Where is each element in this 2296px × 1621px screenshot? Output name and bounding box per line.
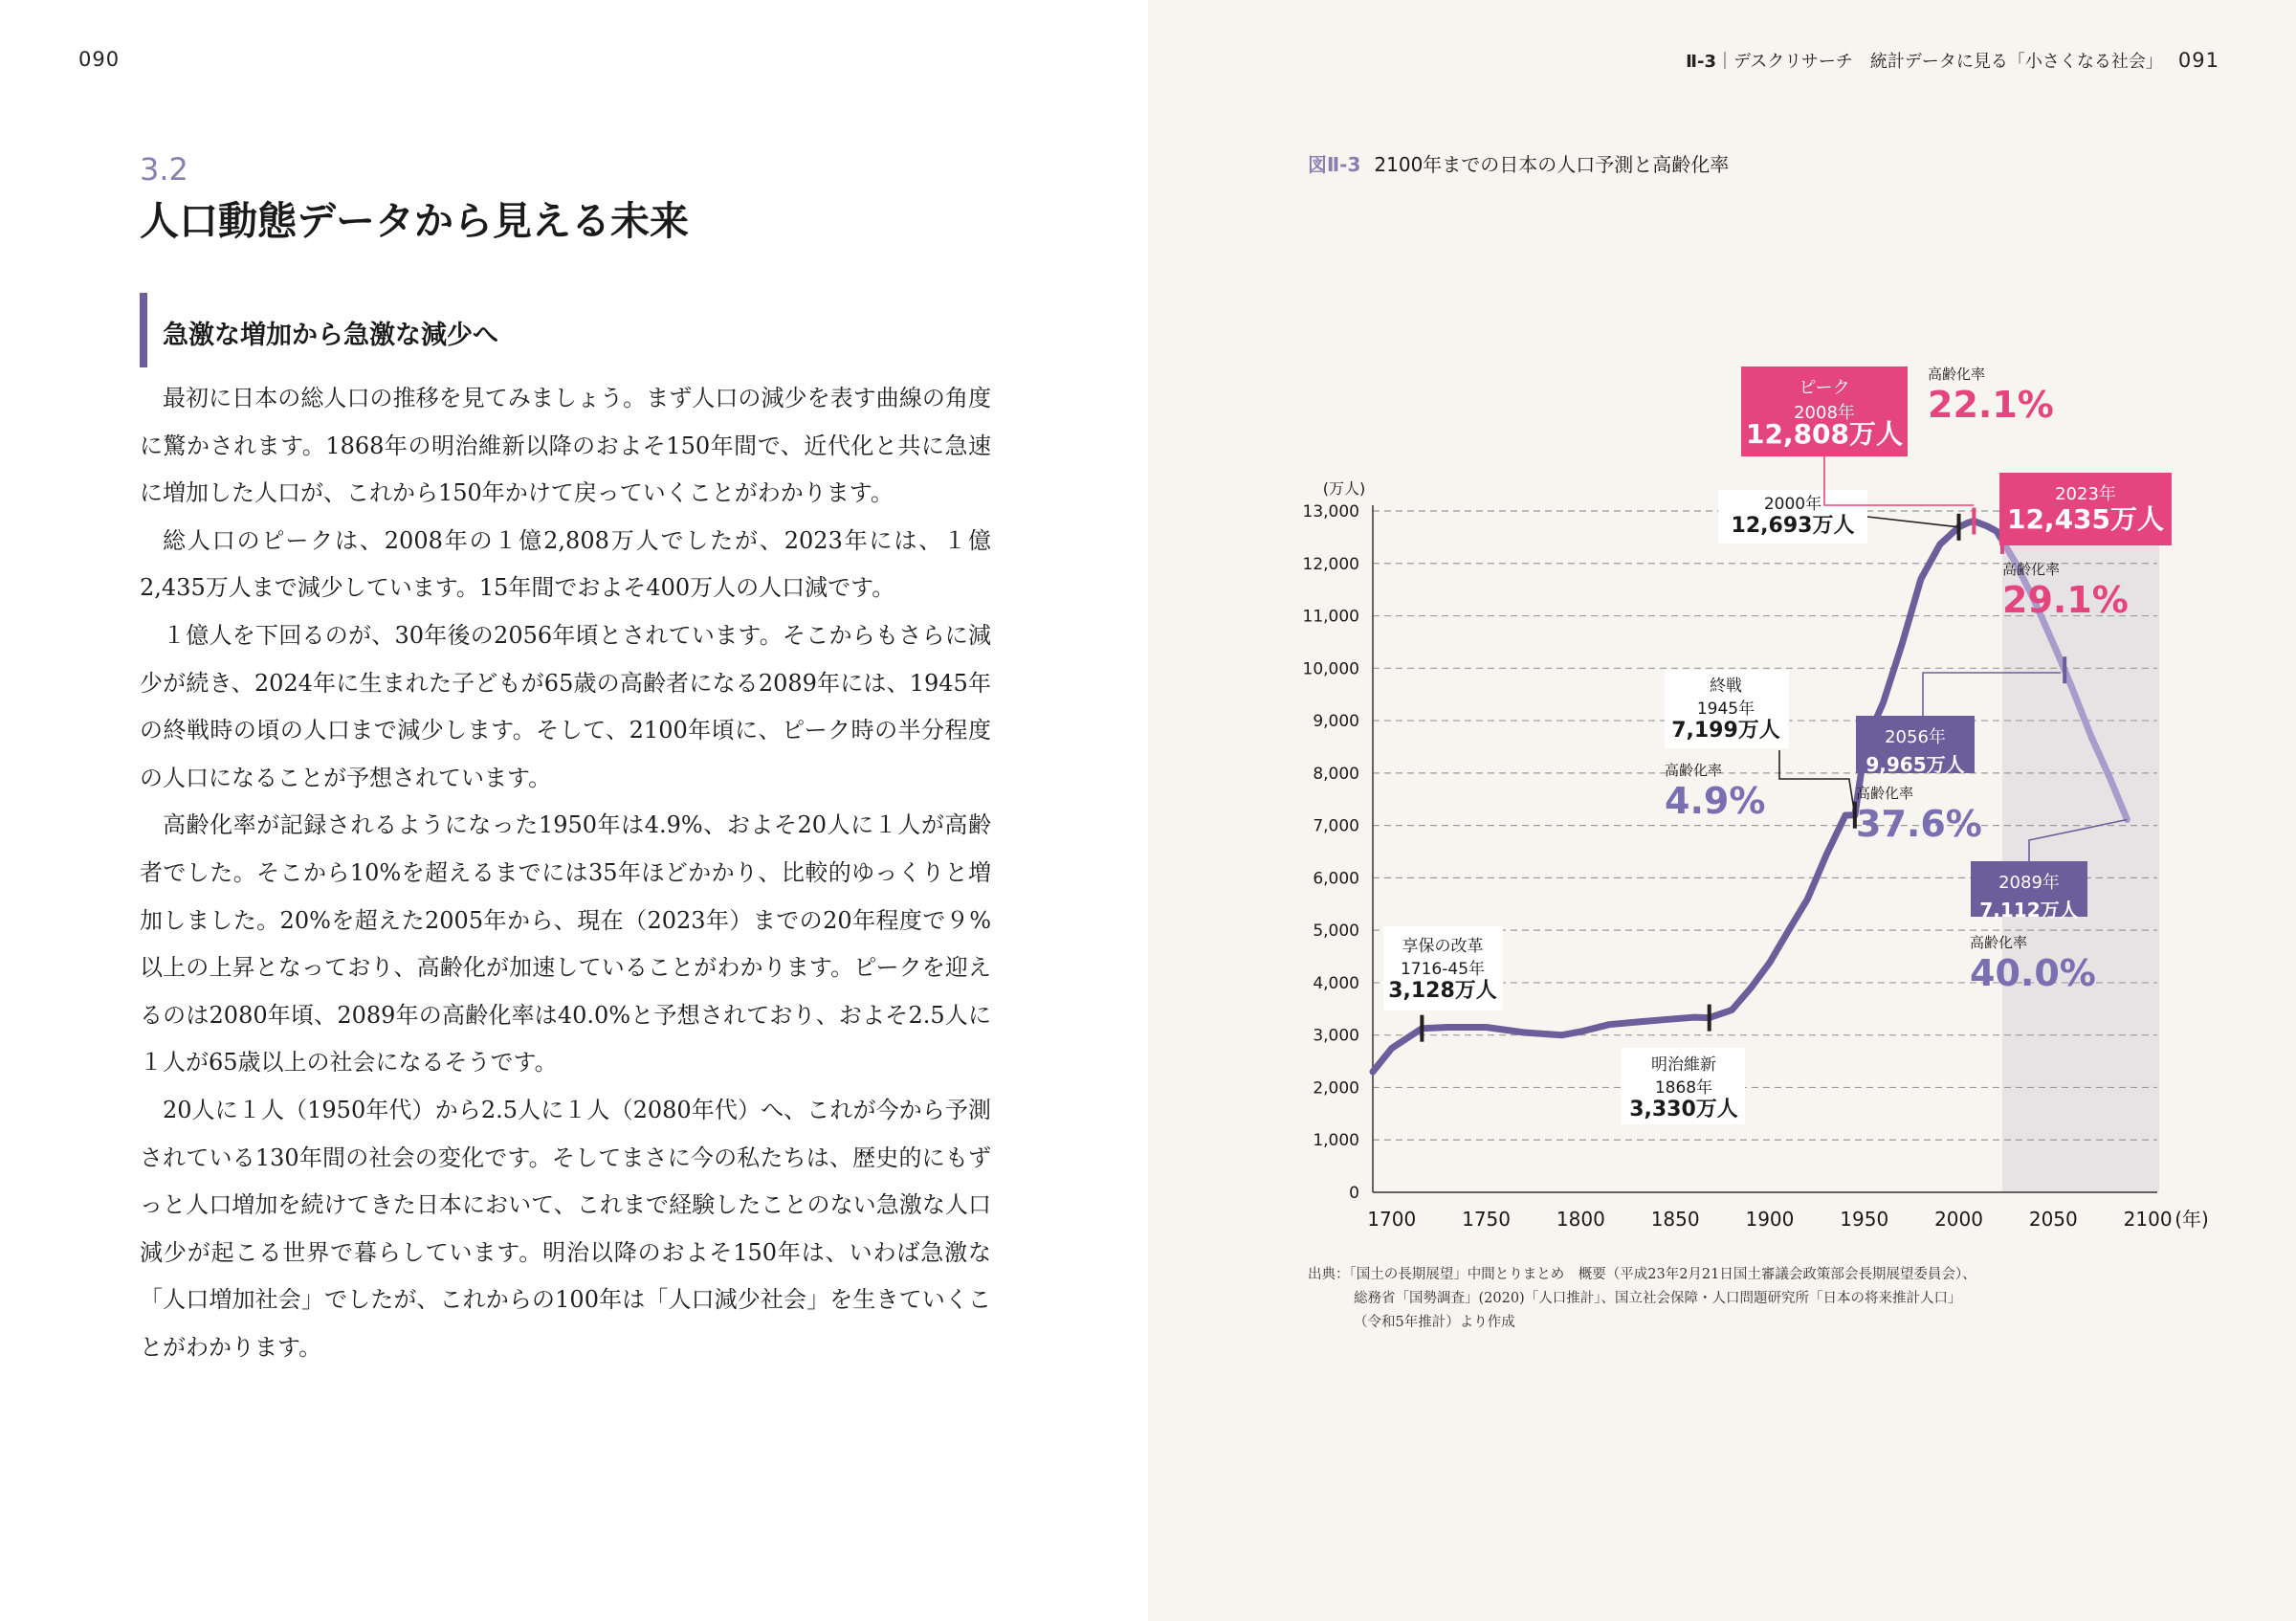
callout-text: 12,693万人 — [1731, 514, 1855, 538]
callout-text: 2056年 — [1885, 727, 1946, 747]
source-credit — [1308, 1263, 1976, 1335]
callout-text: 終戦 — [1710, 677, 1742, 696]
y-tick-label: 5,000 — [1313, 922, 1359, 942]
figure-title: 2100年までの日本の人口予測と高齢化率 — [1374, 153, 1730, 176]
y-tick-label: 9,000 — [1313, 712, 1359, 732]
aging-label: 高齢化率 — [1928, 366, 1986, 383]
aging-value: 40.0% — [1970, 952, 2096, 994]
source-line: （令和5年推計）より作成 — [1354, 1315, 1515, 1330]
y-tick-label: 8,000 — [1313, 764, 1359, 784]
callout-text: 1716-45年 — [1400, 960, 1486, 979]
callout-text: 12,808万人 — [1745, 418, 1904, 450]
aging-label: 高齢化率 — [1665, 762, 1723, 779]
callout-text: 2089年 — [1998, 873, 2060, 893]
callout-text: 1945年 — [1696, 699, 1755, 719]
y-tick-label: 7,000 — [1313, 816, 1359, 836]
x-tick-label: 1950 — [1840, 1208, 1889, 1231]
y-tick-label: 11,000 — [1302, 607, 1359, 627]
y-tick-label: 1,000 — [1313, 1131, 1359, 1151]
y-tick-label: 6,000 — [1313, 869, 1359, 889]
page-number-right: 091 — [2177, 49, 2219, 72]
figure-label: 図Ⅱ-3 — [1308, 153, 1361, 176]
paragraph: 総人口のピークは、2008年の１億2,808万人でしたが、2023年には、１億2,435万人まで減少しています。15年間でおよそ400万人の人口減です。 — [140, 526, 991, 602]
aging-value: 37.6% — [1856, 803, 1982, 845]
x-tick-label: 1800 — [1556, 1208, 1605, 1231]
callout-text: 12,435万人 — [2006, 503, 2165, 535]
running-head-title: デスクリサーチ 統計データに見る「小さくなる社会」 — [1733, 52, 2163, 72]
aging-value: 22.1% — [1928, 384, 2054, 426]
aging-label: 高齢化率 — [1970, 934, 2028, 951]
paragraph: 20人に１人（1950年代）から2.5人に１人（2080年代）へ、これが今から予測されている130年間の社会の変化です。そしてまさに今の私たちは、歴史的にもずっと人口増加を続けてきた日本において、これまで経験したことのない急激な人口減少が起こる世界で暮らしています。明治以降のおよそ150年は、いわば急激な「人口増加社会」でしたが、これからの100年は「人口減少社会」を生きていくことがわかります。 — [140, 1096, 991, 1361]
aging-label: 高齢化率 — [2002, 561, 2061, 578]
section-number: 3.2 — [140, 151, 188, 188]
callout-text: 7,199万人 — [1671, 719, 1780, 743]
x-tick-label: 1750 — [1462, 1208, 1512, 1231]
x-tick-label: 1700 — [1367, 1208, 1417, 1231]
callout-text: 明治維新 — [1651, 1055, 1716, 1075]
y-tick-label: 3,000 — [1313, 1026, 1359, 1046]
y-axis-unit: (万人) — [1322, 479, 1366, 498]
callout-text: ピーク — [1799, 378, 1850, 398]
callout-text: 3,128万人 — [1388, 979, 1497, 1003]
paragraph: １億人を下回るのが、30年後の2056年頃とされています。そこからもさらに減少が続き、2024年に生まれた子どもが65歳の高齢者になる2089年には、1945年の終戦時の頃の人口まで減少します。そして、2100年頃に、ピーク時の半分程度の人口になることが予想されています。 — [140, 621, 991, 791]
callout-text: 2000年 — [1763, 495, 1822, 514]
running-head-separator: ｜ — [1715, 52, 1733, 72]
callout-text: 7,112万人 — [1979, 899, 2079, 922]
paragraph: 高齢化率が記録されるようになった1950年は4.9%、およそ20人に１人が高齢者でした。そこから10%を超えるまでには35年ほどかかり、比較的ゆっくりと増加しました。20%を超えた2005年から、現在（2023年）までの20年程度で９%以上の上昇となっており、高齢化が加速していることがわかります。ピークを迎えるのは2080年頃、2089年の高齢化率は40.0%と予想されており、およそ2.5人に１人が65歳以上の社会になるそうです。 — [140, 811, 991, 1077]
callout-text: 2023年 — [2055, 484, 2116, 504]
y-tick-label: 13,000 — [1302, 502, 1359, 522]
callout-text: 2008年 — [1794, 403, 1855, 423]
source-line: 総務省「国勢調査」(2020)「人口推計」、国立社会保障・人口問題研究所「日本の将来推計人口」 — [1354, 1291, 1962, 1306]
y-tick-label: 10,000 — [1302, 659, 1359, 679]
aging-label: 高齢化率 — [1856, 785, 1914, 802]
body-text — [140, 375, 991, 1371]
y-tick-label: 2,000 — [1313, 1078, 1359, 1099]
aging-value: 29.1% — [2002, 579, 2129, 621]
connector-line — [1867, 517, 1959, 527]
x-tick-label: 1850 — [1650, 1208, 1700, 1231]
x-tick-label: 2050 — [2028, 1208, 2078, 1231]
x-axis-unit: (年) — [2175, 1208, 2209, 1231]
callout-text: 9,965万人 — [1866, 753, 1965, 776]
callout-text: 1868年 — [1654, 1078, 1713, 1098]
population-chart — [1148, 0, 2296, 1621]
connector-line — [1779, 750, 1855, 815]
y-tick-label: 0 — [1349, 1184, 1359, 1203]
section-title: 人口動態データから見える未来 — [140, 198, 689, 244]
callout-text: 3,330万人 — [1629, 1098, 1738, 1121]
x-tick-label: 2000 — [1934, 1208, 1983, 1231]
x-tick-label: 1900 — [1745, 1208, 1795, 1231]
page-number-left: 090 — [78, 48, 121, 71]
paragraph: 最初に日本の総人口の推移を見てみましょう。まず人口の減少を表す曲線の角度に驚かされます。1868年の明治維新以降のおよそ150年間で、近代化と共に急速に増加した人口が、これから150年かけて戻っていくことがわかります。 — [140, 385, 991, 507]
running-head-part: Ⅱ-3 — [1686, 52, 1716, 72]
source-line: 出典：「国土の長期展望」中間とりまとめ 概要（平成23年2月21日国土審議会政策部会長期展望委員会）、 — [1308, 1267, 1976, 1282]
subheading: 急激な増加から急激な減少へ — [163, 321, 498, 350]
x-tick-label: 2100 — [2123, 1208, 2173, 1231]
callout-text: 享保の改革 — [1402, 937, 1484, 956]
y-tick-label: 12,000 — [1302, 554, 1359, 574]
subheading-bar — [140, 293, 147, 367]
y-tick-label: 4,000 — [1313, 973, 1359, 993]
aging-value: 4.9% — [1665, 780, 1766, 822]
